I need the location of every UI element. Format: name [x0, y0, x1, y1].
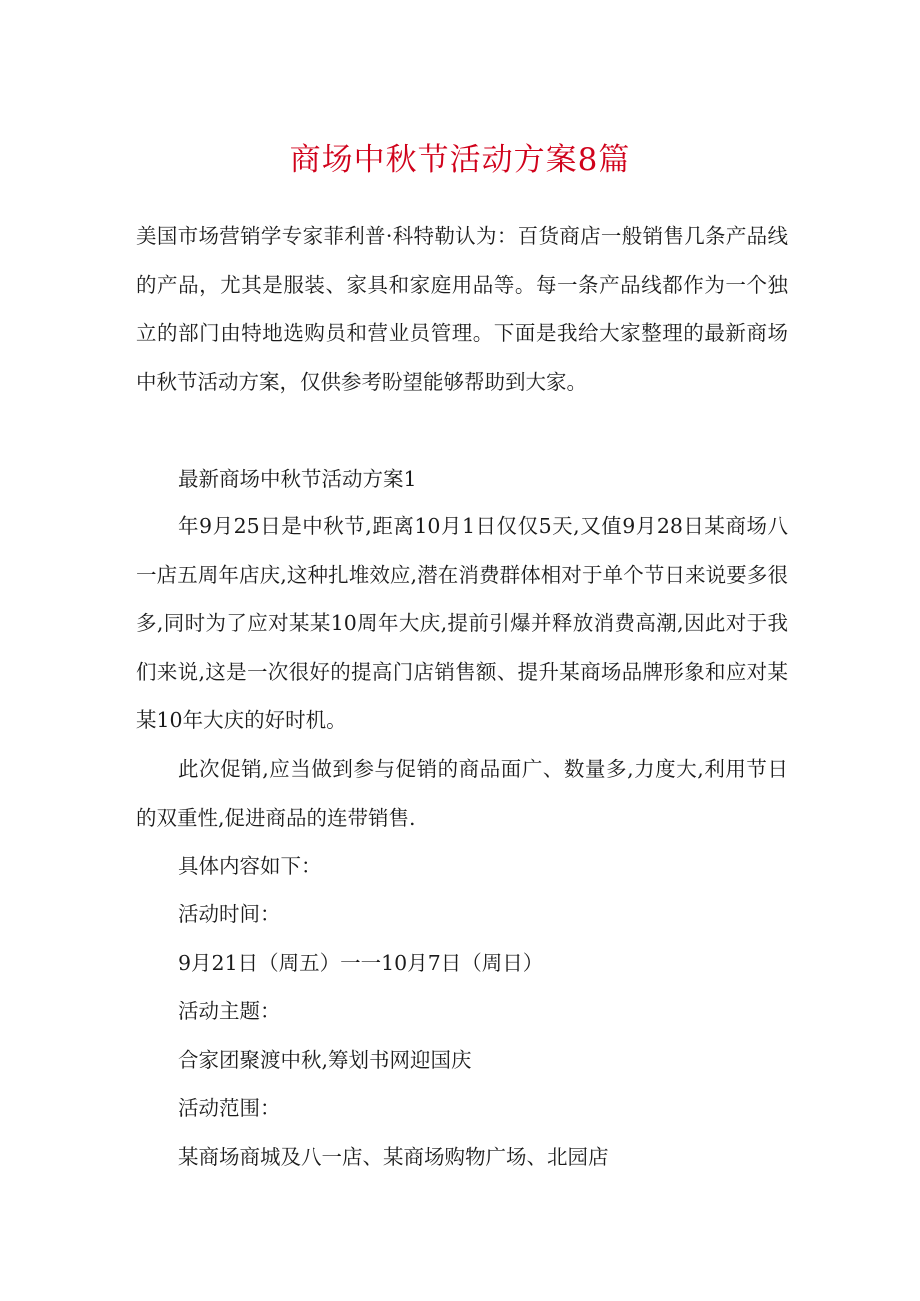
value-activity-theme: 合家团聚渡中秋,筹划书网迎国庆	[178, 1048, 472, 1072]
value-activity-scope: 某商场商城及八一店、某商场购物广场、北园店	[178, 1145, 609, 1169]
section-heading: 最新商场中秋节活动方案1	[178, 467, 417, 491]
paragraph-details-intro: 具体内容如下：	[178, 854, 322, 878]
paragraph-background: 年9月25日是中秋节,距离10月1日仅仅5天,又值9月28日某商场八一店五周年店庆,这种扎堆效应,潜在消费群体相对于单个节日来说要多很多,同时为了应对某某10周年大庆,提前引爆并释放消费高潮,因此对于我们来说,这是一次很好的提高门店销售额、提升某商场品牌形象和应对某某10年大庆的好时机。	[136, 514, 788, 732]
document-title: 商场中秋节活动方案8篇	[289, 142, 631, 178]
label-activity-time: 活动时间：	[178, 902, 281, 926]
label-activity-scope: 活动范围：	[178, 1096, 281, 1120]
paragraph-promotion: 此次促销,应当做到参与促销的商品面广、数量多,力度大,利用节日的双重性,促进商品的连带销售.	[136, 757, 788, 830]
intro-paragraph: 美国市场营销学专家菲利普·科特勒认为：百货商店一般销售几条产品线的产品，尤其是服装、家具和家庭用品等。每一条产品线都作为一个独立的部门由特地选购员和营业员管理。下面是我给大家整理的最新商场中秋节活动方案，仅供参考盼望能够帮助到大家。	[136, 224, 788, 394]
label-activity-theme: 活动主题：	[178, 999, 281, 1023]
value-activity-time: 9月21日（周五）一一10月7日（周日）	[178, 951, 544, 975]
